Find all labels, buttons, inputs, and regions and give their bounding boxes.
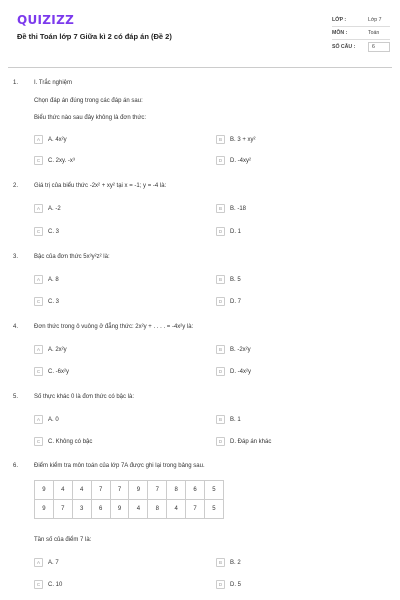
option-label: A. 0 [48, 416, 59, 423]
option-label: C. 3 [48, 298, 60, 305]
table-cell: 4 [72, 481, 91, 500]
meta-value: Lớp 7 [368, 17, 382, 23]
option-b[interactable] [216, 414, 241, 425]
table-cell: 9 [35, 500, 54, 519]
option-label: B. 2 [230, 559, 241, 566]
question-number: 2. [13, 183, 19, 189]
table-cell: 7 [53, 500, 72, 519]
question-text: Bậc của đơn thức 5x³y²z² là: [34, 254, 110, 260]
option-label: B. 3 + xy² [230, 136, 256, 143]
meta-key: LỚP : [332, 17, 347, 23]
option-label: C. 3 [48, 228, 60, 235]
option-badge: B [216, 135, 225, 144]
meta-key: SỐ CÂU : [332, 43, 356, 50]
table-cell: 3 [72, 500, 91, 519]
option-label: D. 5 [230, 581, 242, 588]
option-badge: C [34, 156, 43, 165]
option-badge: A [34, 415, 43, 424]
option-badge: D [216, 580, 225, 589]
option-badge: D [216, 297, 225, 306]
option-c[interactable] [34, 366, 69, 377]
table-cell: 9 [35, 481, 54, 500]
question-text: Giá trị của biểu thức -2x² + xy² tại x = -1; y = -4 là: [34, 183, 167, 189]
option-badge: B [216, 345, 225, 354]
option-badge: D [216, 367, 225, 376]
option-label: D. Đáp án khác [230, 438, 272, 445]
option-a[interactable] [34, 274, 59, 285]
table-cell: 4 [129, 500, 148, 519]
question-text: Điểm kiểm tra môn toán của lớp 7A được ghi lại trong bảng sau. [34, 463, 205, 469]
option-badge: C [34, 580, 43, 589]
option-badge: B [216, 204, 225, 213]
option-badge: A [34, 558, 43, 567]
table-cell: 4 [53, 481, 72, 500]
question-number: 1. [13, 80, 19, 86]
option-d[interactable] [216, 296, 241, 307]
option-badge: D [216, 437, 225, 446]
option-c[interactable] [34, 155, 75, 166]
table-cell: 6 [91, 500, 110, 519]
option-badge: D [216, 227, 225, 236]
option-label: A. 8 [48, 276, 59, 283]
question-text: Biểu thức nào sau đây không là đơn thức: [34, 115, 147, 121]
section-heading: I. Trắc nghiệm [34, 80, 73, 86]
option-badge: C [34, 227, 43, 236]
option-label: A. 7 [48, 559, 59, 566]
option-d[interactable] [216, 436, 271, 447]
option-b[interactable] [216, 557, 241, 568]
option-badge: B [216, 415, 225, 424]
option-label: B. 1 [230, 416, 241, 423]
option-badge: A [34, 135, 43, 144]
option-d[interactable] [216, 579, 241, 590]
option-a[interactable] [34, 557, 59, 568]
option-badge: C [34, 437, 43, 446]
option-a[interactable] [34, 203, 61, 214]
option-label: A. 4x²y [48, 136, 67, 143]
option-badge: C [34, 297, 43, 306]
table-cell: 7 [91, 481, 110, 500]
meta-value: Toán [368, 30, 380, 36]
option-c[interactable] [34, 579, 62, 590]
option-b[interactable] [216, 274, 241, 285]
table-cell: 5 [205, 500, 224, 519]
option-label: A. -2 [48, 205, 61, 212]
table-cell: 8 [148, 500, 167, 519]
instruction-text: Chọn đáp án đúng trong các đáp án sau: [34, 98, 143, 104]
question-text: Đơn thức trong ô vuông ở đẳng thức: 2x²y + . . . . = -4x²y là: [34, 324, 194, 330]
option-c[interactable] [34, 226, 59, 237]
table-cell: 9 [129, 481, 148, 500]
table-cell: 5 [205, 481, 224, 500]
table-cell: 7 [148, 481, 167, 500]
option-a[interactable] [34, 414, 59, 425]
table-cell: 8 [167, 481, 186, 500]
option-b[interactable] [216, 134, 256, 145]
question-text: Số thực khác 0 là đơn thức có bậc là: [34, 394, 135, 400]
score-table [34, 480, 224, 519]
option-badge: A [34, 275, 43, 284]
option-d[interactable] [216, 155, 251, 166]
option-badge: D [216, 156, 225, 165]
option-a[interactable] [34, 344, 67, 355]
option-b[interactable] [216, 203, 246, 214]
option-label: C. Không có bậc [48, 438, 93, 445]
option-badge: A [34, 204, 43, 213]
question-number: 5. [13, 394, 19, 400]
question-number: 4. [13, 324, 19, 330]
question-number: 3. [13, 254, 19, 260]
option-label: D. 7 [230, 298, 242, 305]
quizizz-logo: QUIZIZZ [17, 13, 75, 27]
table-cell: 9 [110, 500, 129, 519]
meta-key: MÔN : [332, 30, 348, 36]
option-label: D. 1 [230, 228, 242, 235]
option-c[interactable] [34, 296, 59, 307]
option-b[interactable] [216, 344, 251, 355]
option-badge: B [216, 558, 225, 567]
option-d[interactable] [216, 366, 251, 377]
table-row [35, 500, 224, 519]
option-label: A. 2x²y [48, 346, 67, 353]
option-label: D. -4x²y [230, 368, 251, 375]
document-title: Đề thi Toán lớp 7 Giữa kì 2 có đáp án (Đề 2) [17, 32, 172, 41]
table-cell: 4 [167, 500, 186, 519]
table-cell: 7 [186, 500, 205, 519]
table-row [35, 481, 224, 500]
table-cell: 7 [110, 481, 129, 500]
option-a[interactable] [34, 134, 67, 145]
option-c[interactable] [34, 436, 92, 447]
meta-value: 6 [368, 42, 390, 52]
option-label: B. -2x²y [230, 346, 251, 353]
option-label: C. 10 [48, 581, 63, 588]
option-label: C. -6x²y [48, 368, 69, 375]
table-cell: 6 [186, 481, 205, 500]
option-label: D. -4xy² [230, 157, 251, 164]
option-label: B. -18 [230, 205, 247, 212]
option-label: B. 5 [230, 276, 241, 283]
option-d[interactable] [216, 226, 241, 237]
option-label: C. 2xy. -x³ [48, 157, 75, 164]
option-badge: C [34, 367, 43, 376]
question-number: 6. [13, 463, 19, 469]
question-text: Tần số của điểm 7 là: [34, 537, 92, 543]
option-badge: B [216, 275, 225, 284]
option-badge: A [34, 345, 43, 354]
